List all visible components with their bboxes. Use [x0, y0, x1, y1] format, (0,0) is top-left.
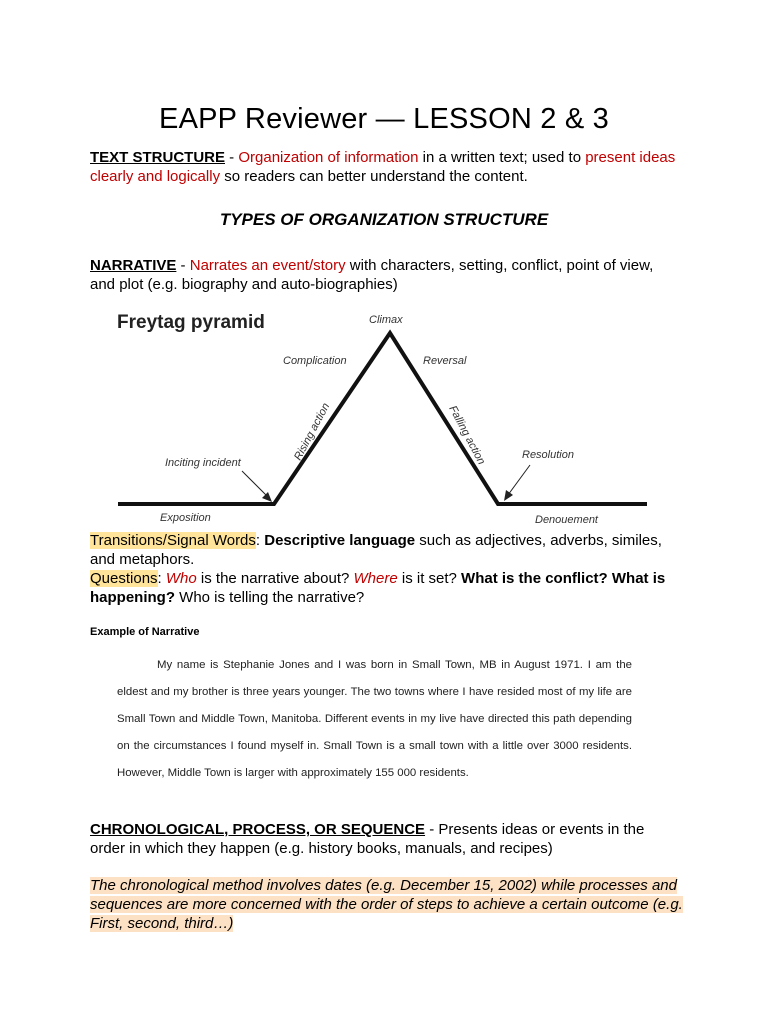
questions-bold: What is the conflict? What is happening? — [90, 570, 666, 606]
section-heading: TYPES OF ORGANIZATION STRUCTURE — [219, 210, 549, 229]
text-structure-mid: in a written text; used to — [418, 149, 586, 166]
text-structure-red2: present ideas clearly and logically — [90, 149, 676, 185]
label-falling-action: Falling action — [446, 403, 488, 467]
narrative-sep: - — [176, 257, 190, 274]
text-structure-term: TEXT STRUCTURE — [90, 149, 225, 166]
transitions-paragraph — [90, 531, 680, 569]
resolution-arrowhead — [504, 490, 513, 501]
label-reversal: Reversal — [423, 355, 467, 367]
label-resolution: Resolution — [522, 449, 574, 461]
label-rising-action: Rising action — [292, 401, 333, 463]
questions-t3: Who is telling the narrative? — [175, 589, 365, 606]
label-exposition: Exposition — [160, 512, 211, 524]
text-structure-red1: Organization of information — [238, 149, 419, 166]
example-narrative-text: My name is Stephanie Jones and I was born in Small Town, MB in August 1971. I am the eldest and my brother is three years younger. The two towns where I have resided most of my life are Small Town and Middle Town, Manitoba. Different events in my live have directed this path depending on the circumstances I found myself in. Small Town is a small town with a little over 3000 residents. However, Middle Town is larger with approximately 155 000 residents. — [117, 659, 632, 779]
questions-paragraph — [90, 569, 680, 607]
questions-where: Where — [353, 570, 398, 587]
label-climax: Climax — [369, 314, 403, 326]
inciting-arrowhead — [262, 492, 272, 502]
label-inciting-incident: Inciting incident — [165, 457, 241, 469]
text-structure-sep: - — [225, 149, 239, 166]
narrative-rest: with characters, setting, conflict, point of view, and plot (e.g. biography and auto-biographies) — [90, 257, 654, 293]
chronological-note — [90, 876, 690, 933]
chronological-note-text: The chronological method involves dates (e.g. December 15, 2002) while processes and sequences are more concerned with the order of steps to achieve a certain outcome (e.g. First, second, third…) — [90, 877, 683, 932]
transitions-rest: such as adjectives, adverbs, similes, and metaphors. — [90, 532, 662, 568]
resolution-arrow — [508, 465, 530, 495]
pyramid-line — [118, 333, 647, 504]
transitions-bold: Descriptive language — [264, 532, 416, 549]
transitions-colon: : — [255, 532, 265, 549]
label-denouement: Denouement — [535, 514, 598, 526]
chronological-paragraph — [90, 820, 680, 858]
diagram-title: Freytag pyramid — [117, 312, 265, 333]
freytag-pyramid-diagram — [110, 305, 655, 530]
text-structure-end: so readers can better understand the content. — [220, 168, 528, 185]
questions-label: Questions — [90, 570, 158, 587]
example-label: Example of Narrative — [90, 626, 200, 638]
chronological-term: CHRONOLOGICAL, PROCESS, OR SEQUENCE — [90, 821, 426, 838]
questions-who: Who — [165, 570, 197, 587]
narrative-red: Narrates an event/story — [189, 257, 346, 274]
transitions-label: Transitions/Signal Words — [90, 532, 256, 549]
questions-t2: is it set? — [397, 570, 462, 587]
inciting-arrow — [242, 471, 268, 497]
chronological-rest: - Presents ideas or events in the order in which they happen (e.g. history books, manuals, and recipes) — [90, 821, 645, 857]
narrative-paragraph — [90, 256, 680, 294]
page-title: EAPP Reviewer — LESSON 2 & 3 — [159, 103, 609, 135]
label-complication: Complication — [283, 355, 347, 367]
narrative-term: NARRATIVE — [90, 257, 177, 274]
questions-colon: : — [157, 570, 166, 587]
text-structure-paragraph — [90, 148, 680, 186]
questions-t1: is the narrative about? — [196, 570, 354, 587]
